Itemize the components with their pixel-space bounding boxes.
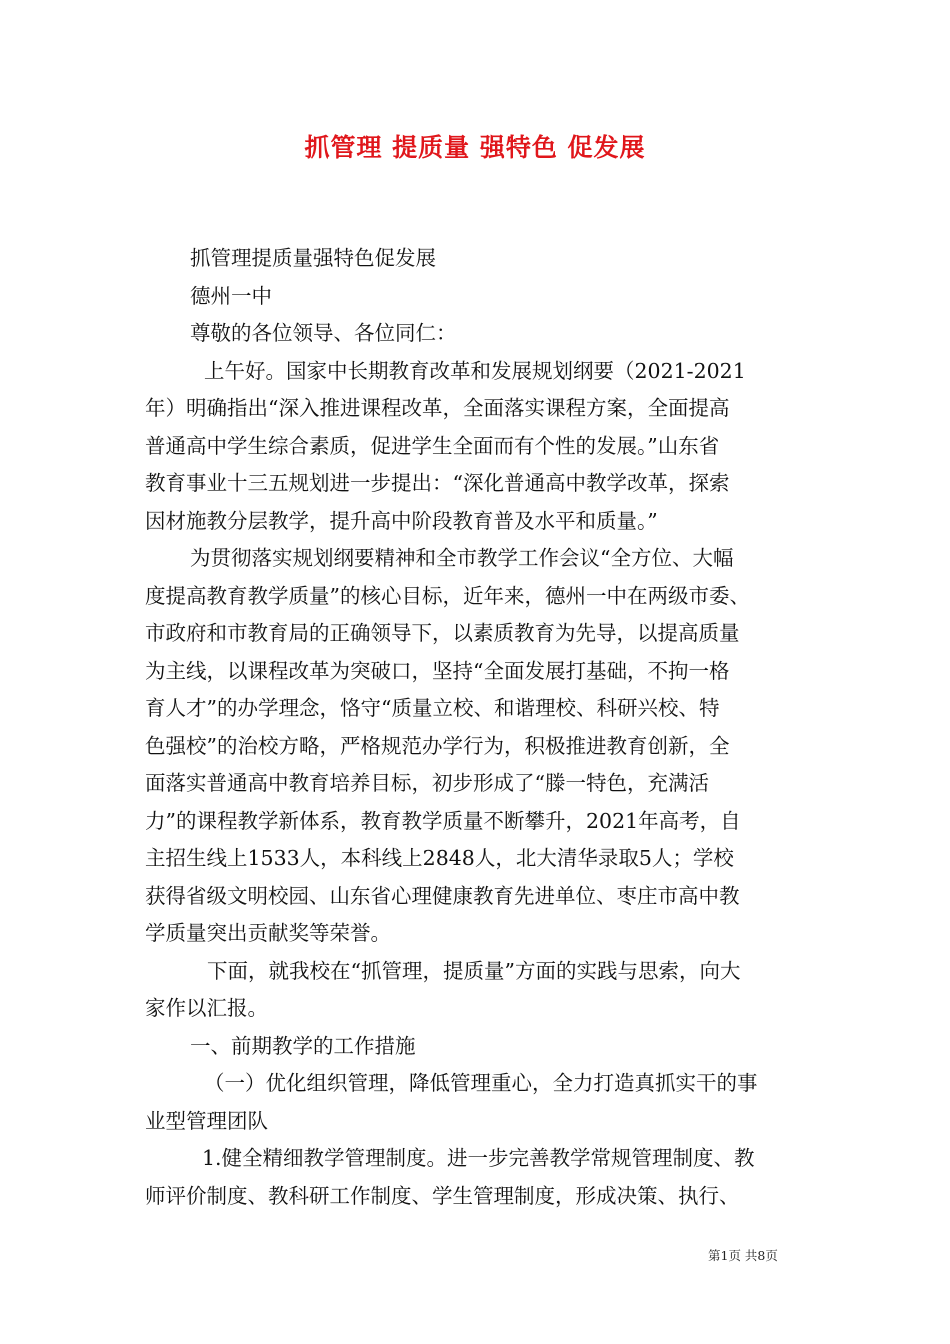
paragraph-line: 教育事业十三五规划进一步提出：“深化普通高中教学改革，探索	[145, 471, 730, 495]
paragraph-line: 为贯彻落实规划纲要精神和全市教学工作会议“全方位、大幅	[190, 546, 734, 570]
paragraph-line: 主招生线上1533人，本科线上2848人，北大清华录取5人；学校	[145, 846, 734, 870]
subsection-heading: （一）优化组织管理，降低管理重心，全力打造真抓实干的事	[204, 1071, 758, 1095]
paragraph-line: 力”的课程教学新体系，教育教学质量不断攀升，2021年高考，自	[145, 808, 741, 833]
paragraph-line: 市政府和市教育局的正确领导下，以素质教育为先导，以提高质量	[145, 621, 740, 645]
paragraph-line: 度提高教育教学质量”的核心目标，近年来，德州一中在两级市委、	[145, 583, 750, 608]
paragraph-line: 学质量突出贡献奖等荣誉。	[145, 921, 391, 945]
subsection-heading: 业型管理团队	[145, 1108, 268, 1133]
paragraph-line: 师评价制度、教科研工作制度、学生管理制度，形成决策、执行、	[145, 1183, 740, 1208]
paragraph-line: 家作以汇报。	[145, 996, 268, 1020]
subtitle-line: 抓管理提质量强特色促发展	[190, 246, 436, 270]
author-line: 德州一中	[190, 283, 272, 308]
paragraph-line: 上午好。国家中长期教育改革和发展规划纲要（2021-2021	[204, 358, 746, 383]
paragraph-line: 获得省级文明校园、山东省心理健康教育先进单位、枣庄市高中教	[145, 883, 740, 908]
paragraph-line: 育人才”的办学理念，恪守“质量立校、和谐理校、科研兴校、特	[145, 696, 720, 720]
paragraph-line: 为主线，以课程改革为突破口，坚持“全面发展打基础，不拘一格	[145, 658, 730, 683]
paragraph-line: 年）明确指出“深入推进课程改革，全面落实课程方案，全面提高	[145, 396, 730, 420]
paragraph-line: 1.健全精细教学管理制度。进一步完善教学常规管理制度、教	[202, 1146, 755, 1170]
paragraph-line: 下面，就我校在“抓管理，提质量”方面的实践与思索，向大	[207, 958, 741, 983]
paragraph-line: 因材施教分层教学，提升高中阶段教育普及水平和质量。”	[145, 508, 658, 533]
document-body	[145, 240, 810, 1215]
paragraph-line: 色强校”的治校方略，严格规范办学行为，积极推进教育创新，全	[145, 733, 730, 758]
document-title: 抓管理 提质量 强特色 促发展	[304, 133, 646, 162]
salutation-line: 尊敬的各位领导、各位同仁：	[190, 321, 457, 345]
paragraph-line: 面落实普通高中教育培养目标，初步形成了“滕一特色，充满活	[145, 771, 709, 795]
page-number: 第1页 共8页	[708, 1248, 778, 1263]
section-heading: 一、前期教学的工作措施	[190, 1033, 416, 1058]
paragraph-line: 普通高中学生综合素质，促进学生全面而有个性的发展。”山东省	[145, 433, 720, 458]
